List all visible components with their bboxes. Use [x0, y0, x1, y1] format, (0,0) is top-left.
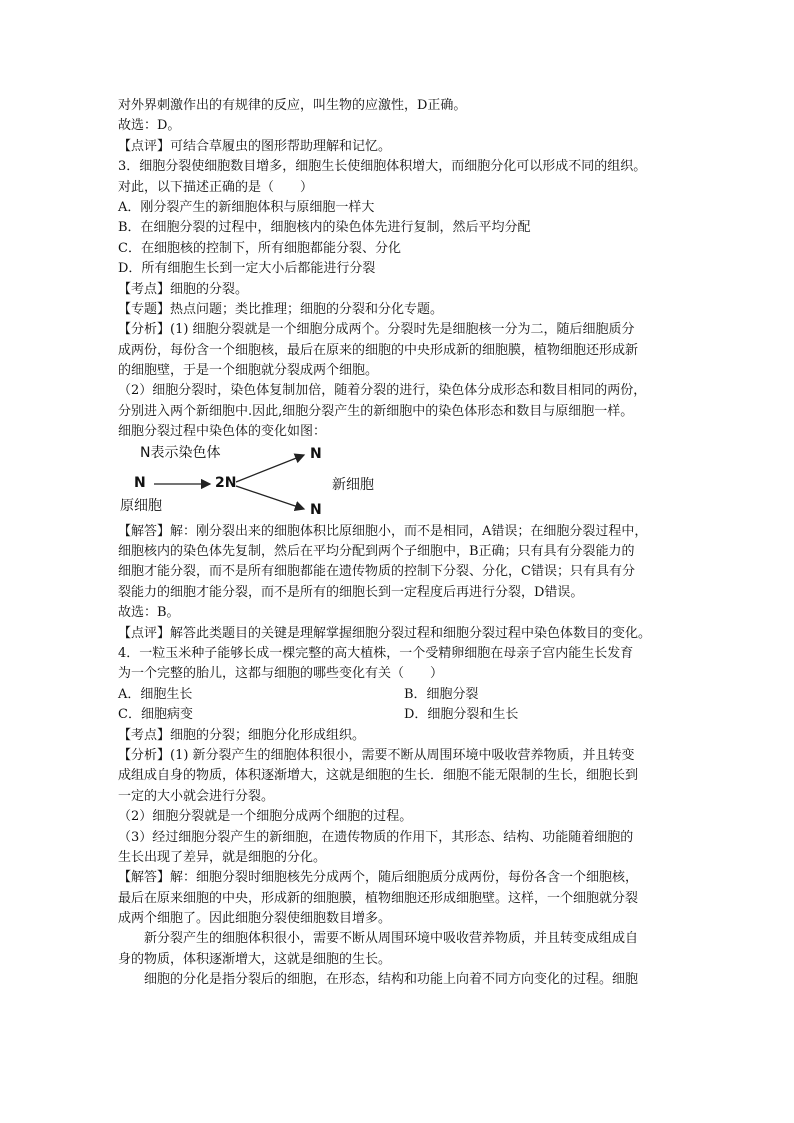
option-c: C．在细胞核的控制下，所有细胞都能分裂、分化	[118, 240, 401, 256]
question-3-stem: 对此，以下描述正确的是（ ）	[118, 179, 314, 195]
label-original-cell: 原细胞	[120, 497, 162, 514]
label-n-bottom: N	[310, 501, 322, 518]
question-4-stem: 为一个完整的胎儿，这都与细胞的哪些变化有关（ ）	[118, 666, 444, 682]
text-line: 细胞核内的染色体先复制，然后在平均分配到两个子细胞中，B正确；只有具有分裂能力的	[118, 544, 635, 560]
text-line: 【解答】解：细胞分裂时细胞核先分成两个，随后细胞质分成两份，每份各含一个细胞核，	[118, 870, 639, 886]
block-bottom	[118, 522, 690, 685]
option-d: D．所有细胞生长到一定大小后都能进行分裂	[118, 261, 376, 277]
options-row	[118, 705, 690, 725]
label-new-cell: 新细胞	[332, 476, 374, 493]
text-line: 最后在原来细胞的中央，形成新的细胞膜，植物细胞还形成细胞壁。这样，一个细胞就分裂	[118, 890, 639, 906]
text-line: 【解答】解：刚分裂出来的细胞体积比原细胞小，而不是相同，A错误；在细胞分裂过程中，	[118, 523, 648, 539]
block-end	[118, 726, 690, 991]
text-line: 【分析】(1) 细胞分裂就是一个细胞分成两个。分裂时先是细胞核一分为二，随后细胞质分	[118, 322, 635, 338]
arrow-2n-to-bottom	[236, 486, 304, 509]
text-line: （2）细胞分裂时，染色体复制加倍，随着分裂的进行，染色体分成形态和数目相同的两份，	[118, 383, 647, 399]
text-line: 细胞才能分裂，而不是所有细胞都能在遗传物质的控制下分裂、分化，C错误；只有具有分	[118, 564, 635, 580]
option-c: C．细胞病变	[118, 707, 193, 723]
text-line: 【专题】热点问题；类比推理；细胞的分裂和分化专题。	[118, 301, 444, 317]
option-d: D．细胞分裂和生长	[404, 707, 519, 723]
option-a: A．刚分裂产生的新细胞体积与原细胞一样大	[118, 199, 375, 215]
text-line: 故选：B。	[118, 605, 180, 621]
question-4-options	[118, 685, 690, 726]
text-line: 分别进入两个新细胞中.因此,细胞分裂产生的新细胞中的染色体形态和数目与原细胞一样。	[118, 403, 634, 419]
text-line: 裂能力的细胞才能分裂，而不是所有的细胞长到一定程度后再进行分裂，D错误。	[118, 584, 584, 600]
text-line: 的细胞壁，于是一个细胞就分裂成两个细胞。	[118, 363, 379, 379]
text-line: 细胞分裂过程中染色体的变化如图：	[118, 424, 327, 440]
text-line: 身的物质，体积逐渐增大，这就是细胞的生长。	[118, 951, 392, 967]
document-page	[118, 96, 690, 991]
text-line-indented: 细胞的分化是指分裂后的细胞，在形态，结构和功能上向着不同方向变化的过程。细胞	[144, 972, 639, 988]
options-row	[118, 685, 690, 705]
text-line: 生长出现了差异，就是细胞的分化。	[118, 849, 327, 865]
option-b: B．在细胞分裂的过程中，细胞核内的染色体先进行复制，然后平均分配	[118, 220, 531, 236]
label-2n: 2N	[215, 474, 237, 491]
text-line: 【考点】细胞的分裂。	[118, 281, 249, 297]
text-line: 成两个细胞了。因此细胞分裂使细胞数目增多。	[118, 911, 392, 927]
text-line: （3）经过细胞分裂产生的新细胞，在遗传物质的作用下，其形态、结构、功能随着细胞的	[118, 829, 634, 845]
label-note: N表示染色体	[140, 444, 221, 461]
text-line: 【点评】解答此类题目的关键是理解掌握细胞分裂过程和细胞分裂过程中染色体数目的变化。	[118, 625, 652, 641]
label-n: N	[134, 474, 146, 491]
question-4-stem: 4．一粒玉米种子能够长成一棵完整的高大植株，一个受精卵细胞在母亲子宫内能生长发育	[118, 645, 634, 661]
text-line: 故选：D。	[118, 118, 181, 134]
text-line: 成组成自身的物质，体积逐渐增大，这就是细胞的生长．细胞不能无限制的生长，细胞长到	[118, 768, 639, 784]
text-line: 【点评】可结合草履虫的图形帮助理解和记忆。	[118, 138, 392, 154]
arrow-2n-to-top	[236, 455, 304, 482]
text-line: 一定的大小就会进行分裂。	[118, 788, 275, 804]
question-3-stem: 3．细胞分裂使细胞数目增多，细胞生长使细胞体积增大，而细胞分化可以形成不同的组织。	[118, 159, 647, 175]
option-a: A．细胞生长	[118, 686, 193, 702]
text-line: 【分析】(1) 新分裂产生的细胞体积很小，需要不断从周围环境中吸收营养物质，并且转变	[118, 747, 635, 763]
block-top	[118, 96, 690, 443]
text-line-indented: 新分裂产生的细胞体积很小，需要不断从周围环境中吸收营养物质，并且转变成组成自	[144, 931, 639, 947]
text-line: 成两份，每份含一个细胞核，最后在原来的细胞的中央形成新的细胞膜，植物细胞还形成新	[118, 342, 639, 358]
chromosome-diagram	[118, 444, 690, 518]
option-b: B．细胞分裂	[404, 686, 479, 702]
label-n-top: N	[310, 445, 322, 462]
text-line: 【考点】细胞的分裂；细胞分化形成组织。	[118, 727, 366, 743]
text-line: （2）细胞分裂就是一个细胞分成两个细胞的过程。	[118, 809, 413, 825]
text-line: 对外界刺激作出的有规律的反应，叫生物的应激性，D正确。	[118, 98, 467, 113]
